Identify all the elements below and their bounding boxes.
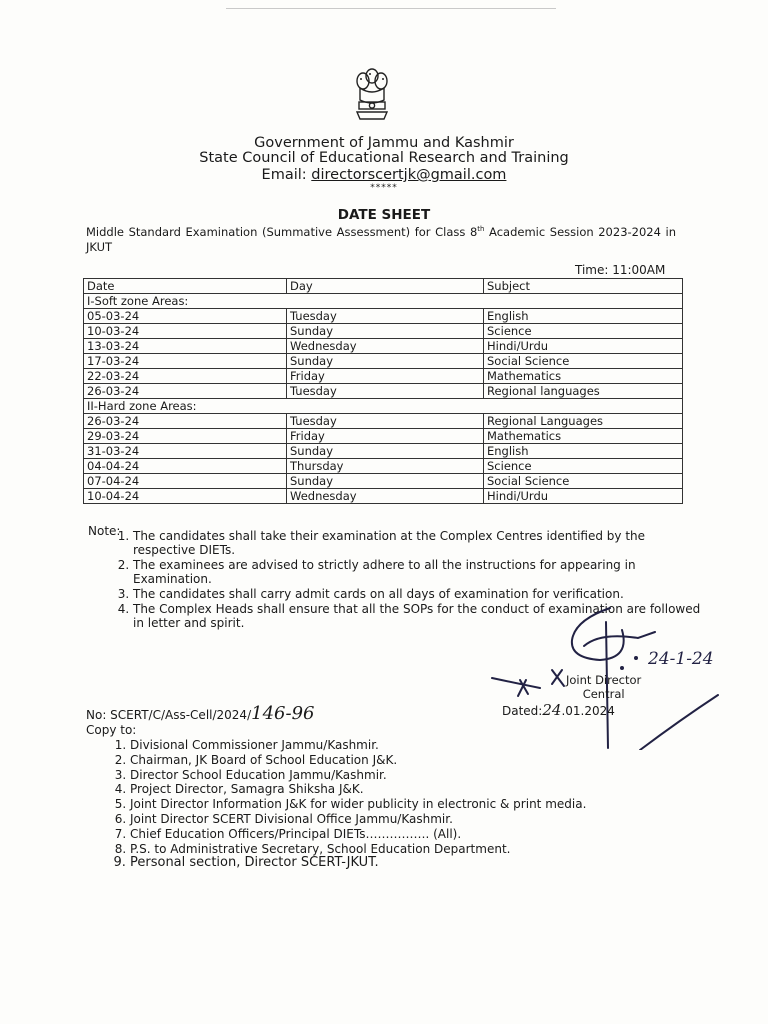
dated-line [502, 701, 615, 719]
scan-top-line [226, 8, 556, 9]
note-item: 2. The examinees are advised to strictly adhere to all the instructions for appearing in Examination. [133, 558, 701, 586]
stars-divider: ***** [370, 183, 398, 193]
council-heading: State Council of Educational Research and Training [199, 150, 569, 166]
table-row [84, 474, 683, 489]
table-row [84, 429, 683, 444]
copy-to-item: 2. Chairman, JK Board of School Education J&K. [130, 753, 690, 768]
email-link[interactable]: directorscertjk@gmail.com [311, 167, 507, 183]
copy-to-item: 1. Divisional Commissioner Jammu/Kashmir. [130, 738, 690, 753]
col-header-date: Date [84, 279, 287, 294]
exam-time: Time: 11:00AM [575, 263, 666, 277]
note-item: 1. The candidates shall take their examination at the Complex Centres identified by the respective DIETs. [133, 529, 701, 557]
cell-subject: Hindi/Urdu [484, 339, 683, 354]
cell-date: 13-03-24 [84, 339, 287, 354]
cell-day: Tuesday [287, 384, 484, 399]
copy-to-item: 8. P.S. to Administrative Secretary, School Education Department. [130, 842, 690, 857]
note-item: 4. The Complex Heads shall ensure that all the SOPs for the conduct of examination are followed in letter and spirit. [133, 602, 701, 630]
table-row [84, 459, 683, 474]
exam-subtitle [86, 222, 676, 255]
dated-handwritten-day: 24 [542, 701, 562, 719]
email-line [0, 166, 768, 184]
cell-subject: Science [484, 459, 683, 474]
reference-printed: No: SCERT/C/Ass-Cell/2024/ [86, 708, 252, 722]
cell-day: Tuesday [287, 309, 484, 324]
col-header-subject: Subject [484, 279, 683, 294]
cell-date: 05-03-24 [84, 309, 287, 324]
copy-to-item: 4. Project Director, Samagra Shiksha J&K. [130, 782, 690, 797]
cell-day: Sunday [287, 444, 484, 459]
cell-day: Friday [287, 429, 484, 444]
dated-label: Dated: [502, 704, 543, 718]
cell-day: Tuesday [287, 414, 484, 429]
cell-date: 22-03-24 [84, 369, 287, 384]
cell-date: 31-03-24 [84, 444, 287, 459]
cell-day: Sunday [287, 474, 484, 489]
table-row [84, 444, 683, 459]
subtitle-text-rest: Academic Session 2023-2024 in JKUT [86, 224, 676, 254]
table-row [84, 384, 683, 399]
state-emblem-icon [352, 66, 392, 126]
cell-day: Friday [287, 369, 484, 384]
zone-row-soft [84, 294, 683, 309]
note-label: Note: [88, 524, 121, 538]
subtitle-sup: th [477, 225, 485, 233]
table-row [84, 414, 683, 429]
govt-heading: Government of Jammu and Kashmir [254, 135, 514, 151]
cell-subject: Science [484, 324, 683, 339]
designation-line-2: Central [582, 687, 625, 701]
cell-subject: Mathematics [484, 369, 683, 384]
cell-subject: Social Science [484, 354, 683, 369]
table-row [84, 369, 683, 384]
reference-number [86, 703, 314, 724]
copy-to-item: 5. Joint Director Information J&K for wider publicity in electronic & print media. [130, 797, 690, 812]
page-title: DATE SHEET [337, 207, 431, 223]
copy-to-item: 6. Joint Director SCERT Divisional Office Jammu/Kashmir. [130, 812, 690, 827]
note-item: 3. The candidates shall carry admit cards on all days of examination for verification. [133, 587, 701, 601]
cell-date: 10-03-24 [84, 324, 287, 339]
cell-subject: Social Science [484, 474, 683, 489]
cell-date: 26-03-24 [84, 384, 287, 399]
cell-day: Wednesday [287, 489, 484, 504]
cell-date: 10-04-24 [84, 489, 287, 504]
copy-to-item: 3. Director School Education Jammu/Kashmir. [130, 768, 690, 783]
zone-row-hard [84, 399, 683, 414]
copy-to-list [109, 738, 690, 871]
cell-day: Thursday [287, 459, 484, 474]
cell-date: 29-03-24 [84, 429, 287, 444]
table-row [84, 489, 683, 504]
cell-day: Wednesday [287, 339, 484, 354]
signature-date: 24-1-24 [648, 649, 714, 669]
table-row [84, 309, 683, 324]
table-header-row [84, 279, 683, 294]
cell-date: 26-03-24 [84, 414, 287, 429]
copy-to-item: 7. Chief Education Officers/Principal DIETs……………. (All). [130, 827, 690, 842]
signatory-designation [566, 673, 641, 701]
cell-date: 07-04-24 [84, 474, 287, 489]
copy-to-item: 9. Personal section, Director SCERT-JKUT. [130, 856, 690, 871]
zone-label: I-Soft zone Areas: [84, 294, 683, 309]
col-header-day: Day [287, 279, 484, 294]
designation-line-1: Joint Director [566, 673, 642, 687]
cell-subject: Regional Languages [484, 414, 683, 429]
cell-subject: Mathematics [484, 429, 683, 444]
table-row [84, 354, 683, 369]
cell-subject: English [484, 444, 683, 459]
table-row [84, 339, 683, 354]
cell-day: Sunday [287, 354, 484, 369]
cell-subject: Hindi/Urdu [484, 489, 683, 504]
email-label: Email: [261, 167, 312, 183]
cell-subject: English [484, 309, 683, 324]
cell-day: Sunday [287, 324, 484, 339]
cell-date: 17-03-24 [84, 354, 287, 369]
subtitle-text: Middle Standard Examination (Summative Assessment) for Class 8 [86, 224, 478, 239]
reference-handwritten: 146-96 [251, 703, 315, 724]
date-sheet-table [83, 278, 683, 504]
zone-label: II-Hard zone Areas: [84, 399, 683, 414]
table-row [84, 324, 683, 339]
dated-rest: .01.2024 [561, 704, 615, 718]
cell-subject: Regional languages [484, 384, 683, 399]
copy-to-label: Copy to: [86, 723, 137, 737]
cell-date: 04-04-24 [84, 459, 287, 474]
